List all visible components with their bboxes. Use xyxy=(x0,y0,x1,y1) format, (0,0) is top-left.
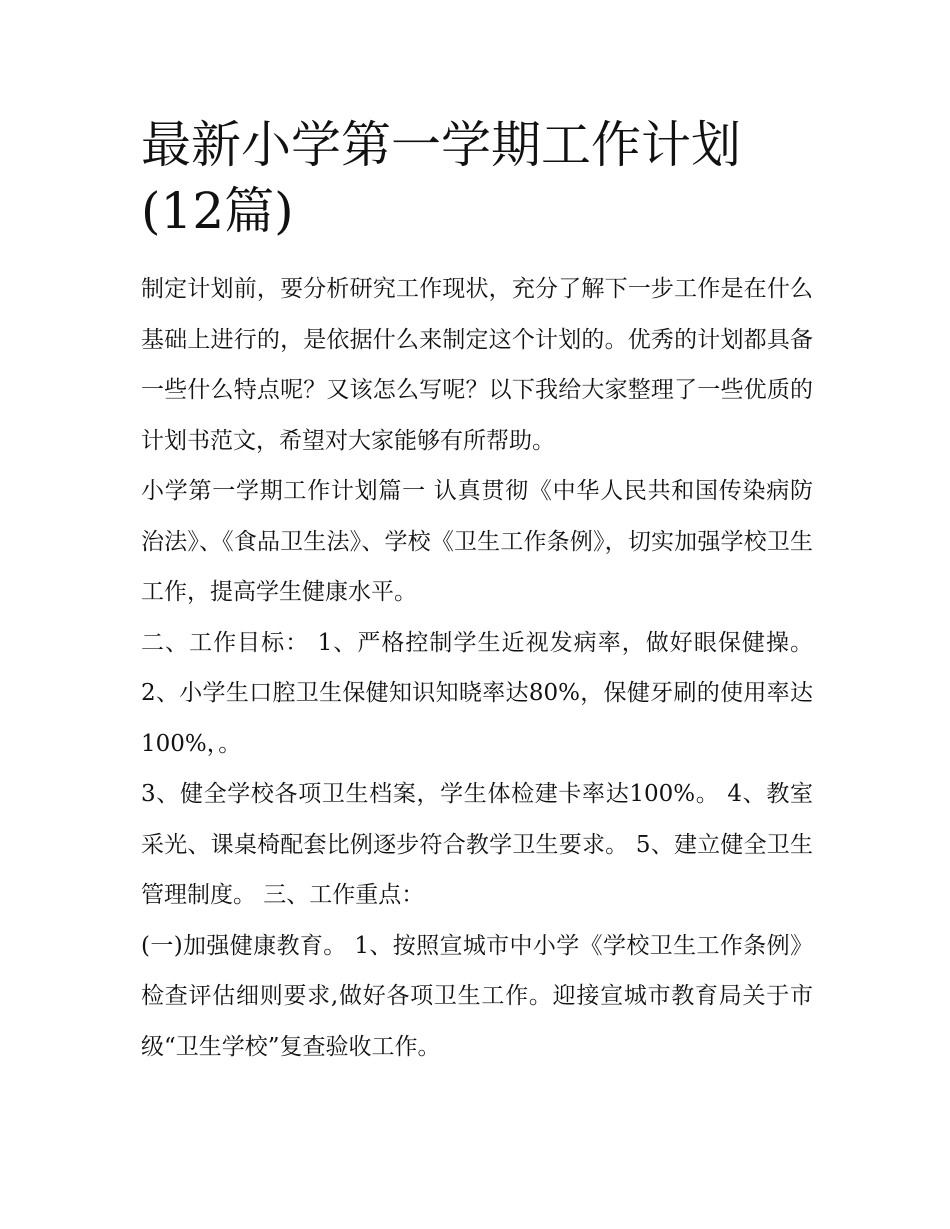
document-page xyxy=(141,112,813,1072)
paragraph-work-goals: 二、工作目标： 1、严格控制学生近视发病率，做好眼保健操。 2、小学生口腔卫生保健知识知晓率达80%，保健牙刷的使用率达100%，。 xyxy=(141,629,813,757)
paragraph-plan-one: 小学第一学期工作计划篇一 认真贯彻《中华人民共和国传染病防治法》、《食品卫生法》、学校《卫生工作条例》，切实加强学校卫生工作，提高学生健康水平。 xyxy=(141,478,813,605)
paragraph-health-education: (一)加强健康教育。 1、按照宣城市中小学《学校卫生工作条例》检查评估细则要求,做好各项卫生工作。迎接宣城市教育局关于市级“卫生学校”复查验收工作。 xyxy=(141,932,813,1060)
document-title: 最新小学第一学期工作计划(12篇) xyxy=(141,116,741,240)
paragraph-health-records: 3、健全学校各项卫生档案，学生体检建卡率达100%。 4、教室采光、课桌椅配套比例逐步符合教学卫生要求。 5、建立健全卫生管理制度。 三、工作重点： xyxy=(141,781,813,908)
paragraph-intro: 制定计划前，要分析研究工作现状，充分了解下一步工作是在什么基础上进行的，是依据什么来制定这个计划的。优秀的计划都具备一些什么特点呢？又该怎么写呢？以下我给大家整理了一些优质的计划书范文，希望对大家能够有所帮助。 xyxy=(141,276,813,454)
